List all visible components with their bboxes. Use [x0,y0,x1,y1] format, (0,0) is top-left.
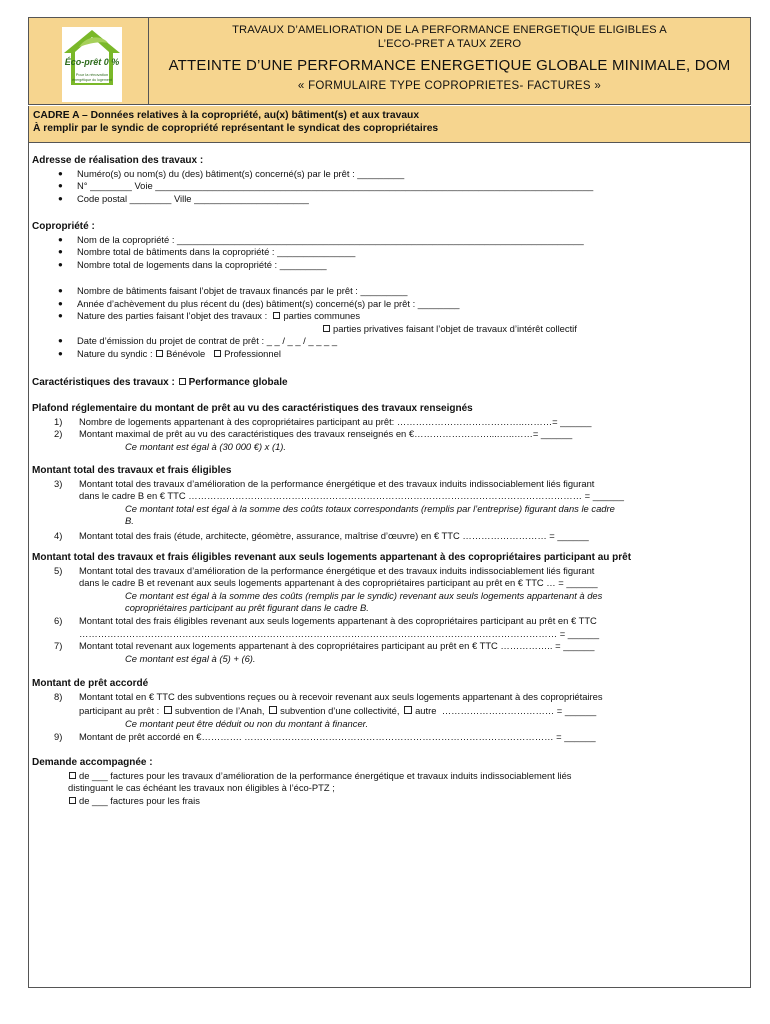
adresse-title: Adresse de réalisation des travaux : [32,155,204,166]
parties-privatives-label: parties privatives faisant l’objet de travaux d’intérêt collectif [333,322,577,334]
parties-communes-checkbox[interactable] [273,312,280,319]
montant-note-7: Ce montant est égal à (5) + (6). [125,652,256,664]
nb-logements-participants-field[interactable]: Nombre de logements appartenant à des copropriétaires participant au prêt: …………………………………..………= ______ [79,415,592,427]
section-montant-total [32,465,744,543]
eco-pret-logo [62,27,122,102]
code-postal-field[interactable]: Code postal ________ Ville ______________________ [77,192,309,204]
cadre-subtitle: À remplir par le syndic de copropriété représentant le syndicat des copropriétaires [33,123,439,135]
montant-line-6a: 6) Montant total des frais éligibles revenant aux seuls logements appartenant à des copropriétaires participant au prêt en € TTC [54,614,597,626]
montant-line-6b[interactable]: ……………………………………………………………………………………………………………………………………… = ______ [79,627,600,639]
subvention-collectivite-label: subvention d’une collectivité, [280,705,400,717]
demande-title: Demande accompagnée : [32,757,153,768]
copro-item: ● Nature des parties faisant l’objet des travaux : parties communes [58,310,361,322]
demande-line-1: de ___ factures pour les travaux d’amélioration de la performance énergétique et travaux induits indissociablement liés [32,770,744,783]
montant-pret-accorde-field[interactable]: Montant de prêt accordé en €…………. ……………………………………………………………………………………… = ______ [79,730,596,742]
benevole-label: Bénévole [166,347,206,359]
batiment-field[interactable]: Numéro(s) ou nom(s) du (des) bâtiment(s) concerné(s) par le prêt : _________ [77,167,405,179]
caracteristiques-row [32,377,744,390]
nb-batiments-field[interactable]: Nombre total de bâtiments dans la copropriété : _______________ [77,246,356,258]
factures-frais-checkbox[interactable] [69,797,76,804]
performance-globale-checkbox[interactable] [179,378,186,385]
montant-note-3a: Ce montant total est égal à la somme des coûts totaux correspondants (remplis par l’entreprise) figurant dans le cadre [125,502,615,514]
copro-item: ● Date d’émission du projet de contrat de prêt : _ _ / _ _ / _ _ _ _ [32,335,744,348]
montant-line-3b[interactable]: dans le cadre B en € TTC ……………………………………………………………………………………………………………… = ______ [79,490,624,502]
copro-item: ● Nombre total de logements dans la copropriété : _________ [32,259,744,272]
subvention-collectivite-checkbox[interactable] [269,706,277,714]
title-cell [149,18,750,104]
caracteristiques-label: Caractéristiques des travaux : [32,377,175,388]
copro-title: Copropriété : [32,221,95,232]
cadre-title: CADRE A – Données relatives à la copropriété, au(x) bâtiment(s) et aux travaux [33,110,420,121]
performance-globale-label: Performance globale [188,377,288,388]
nature-parties-label: Nature des parties faisant l’objet des travaux : [77,310,268,322]
parties-privatives-checkbox[interactable] [323,325,330,332]
section-adresse [32,155,744,205]
montant-maximal-field[interactable]: Montant maximal de prêt au vu des caractéristiques des travaux renseignés en €……………………....…..……= ______ [79,428,573,440]
subventions-field[interactable]: ……………………………… = ______ [441,705,597,717]
section-copropriete [32,221,744,271]
demande-line-3: de ___ factures pour les frais [32,795,744,808]
montant-note-5a: Ce montant est égal à la somme des coûts (remplis par le syndic) revenant aux seuls logements appartenant à des [125,589,603,601]
svg-text:Éco-prêt 0 %: Éco-prêt 0 % [64,57,120,67]
copro-item: ● Nombre total de bâtiments dans la copropriété : _______________ [32,246,744,259]
plafond-note: Ce montant est égal à (30 000 €) x (1). [125,440,287,452]
parties-privatives-row [32,323,744,336]
adresse-item: ● Code postal ________ Ville ______________________ [32,193,744,206]
pret-title: Montant de prêt accordé [32,678,149,689]
montant-note-3b: B. [125,515,134,527]
annee-achevement-field[interactable]: Année d’achèvement du plus récent du (des) bâtiment(s) concerné(s) par le prêt : ________ [77,297,460,309]
nature-syndic-label: Nature du syndic : [77,347,153,359]
montant-line-4: 4) Montant total des frais (étude, architecte, géomètre, assurance, maîtrise d’œuvre) en € TTC ……………………… = ______ [54,529,589,541]
title-line-4: « FORMULAIRE TYPE COPROPRIETES- FACTURES » [297,79,602,92]
montant-note-5b: copropriétaires participant au prêt figurant dans le cadre B. [125,602,369,614]
nb-batiments-travaux-field[interactable]: Nombre de bâtiments faisant l’objet de travaux financés par le prêt : _________ [77,285,408,296]
section-demande [32,757,744,807]
subvention-anah-label: subvention de l’Anah, [174,705,265,717]
montant-total-title: Montant total des travaux et frais éligibles [32,465,232,476]
voie-field[interactable]: N° ________ Voie ____________________________________________________________________________________ [77,180,594,192]
montant-line-3a: 3) Montant total des travaux d’amélioration de la performance énergétique et des travaux induits indissociablement liés figurant [54,477,595,489]
svg-text:énergétique du logement: énergétique du logement [72,78,112,82]
demande-line-2: distinguant le cas échéant les travaux non éligibles à l’éco-PTZ ; [68,782,335,794]
montant-line-5b[interactable]: dans le cadre B et revenant aux seuls logements appartenant à des copropriétaires participant au prêt en € TTC … = ______ [79,577,598,589]
professionnel-label: Professionnel [224,347,281,359]
section-pret [32,678,744,743]
factures-travaux-checkbox[interactable] [69,772,76,779]
cadre-a-banner [28,106,751,143]
date-emission-field[interactable]: Date d’émission du projet de contrat de prêt : _ _ / _ _ / _ _ _ _ [77,335,338,347]
montant-frais-field[interactable]: Montant total des frais (étude, architecte, géomètre, assurance, maîtrise d’œuvre) en € TTC ……………………… = ______ [79,529,589,541]
logo-cell [29,18,149,104]
adresse-item: ● N° ________ Voie ____________________________________________________________________________________ [32,180,744,193]
pret-line-8a: 8) Montant total en € TTC des subventions reçues ou à recevoir revenant aux seuls logements appartenant à des copropriétaires [54,690,603,702]
plafond-line-2: 2) Montant maximal de prêt au vu des caractéristiques des travaux renseignés en €……………………....…..……= ______ [54,428,573,440]
plafond-line-1: 1) Nombre de logements appartenant à des copropriétaires participant au prêt: …………………………………..………= ______ [54,415,592,427]
title-line-2: L’ECO-PRET A TAUX ZERO [377,37,522,50]
house-leaf-icon [62,27,122,102]
title-line-1: TRAVAUX D’AMELIORATION DE LA PERFORMANCE ENERGETIQUE ELIGIBLES A [232,24,667,36]
section-caracteristiques [32,377,744,390]
pret-line-9: 9) Montant de prêt accordé en €…………. ……………………………………………………………………………………… = ______ [54,730,596,742]
benevole-checkbox[interactable] [156,350,163,357]
adresse-item: ● Numéro(s) ou nom(s) du (des) bâtiment(s) concerné(s) par le prêt : _________ [32,168,744,181]
autre-label: autre [415,705,437,717]
copro-item: ● Nom de la copropriété : ______________________________________________________________________________ [32,234,744,247]
parties-communes-label: parties communes [283,310,361,322]
section-travaux-batiments [32,285,744,361]
copro-item: ● Nature du syndic : Bénévole Professionnel [58,347,281,359]
montant-line-7: 7) Montant total revenant aux logements appartenant à des copropriétaires participant au prêt en € TTC …………….. = ______ [54,640,595,652]
copro-item: ● Année d’achèvement du plus récent du (des) bâtiment(s) concerné(s) par le prêt : ________ [32,298,744,311]
form-header [28,17,751,105]
svg-text:Pour la rénovation: Pour la rénovation [75,72,109,77]
section-montant-logements [32,552,744,665]
copro-item: ● Nombre de bâtiments faisant l’objet de travaux financés par le prêt : _________ [32,285,744,298]
autre-checkbox[interactable] [404,706,412,714]
montant-logements-title: Montant total des travaux et frais éligibles revenant aux seuls logements appartenant à des copropriétaires participant au prêt [32,552,632,563]
subvention-anah-checkbox[interactable] [164,706,172,714]
section-plafond [32,403,744,453]
nom-copro-field[interactable]: Nom de la copropriété : ______________________________________________________________________________ [77,233,584,245]
nb-logements-field[interactable]: Nombre total de logements dans la copropriété : _________ [77,258,327,270]
montant-total-logements-field[interactable]: Montant total revenant aux logements appartenant à des copropriétaires participant au prêt en € TTC …………….. = ______ [79,640,595,652]
professionnel-checkbox[interactable] [214,350,221,357]
montant-line-5a: 5) Montant total des travaux d’amélioration de la performance énergétique et des travaux induits indissociablement liés figurant [54,564,595,576]
pret-note-8: Ce montant peut être déduit ou non du montant à financer. [125,718,369,730]
plafond-title: Plafond réglementaire du montant de prêt au vu des caractéristiques des travaux renseignés [32,403,473,414]
title-line-3: ATTEINTE D’UNE PERFORMANCE ENERGETIQUE GLOBALE MINIMALE, DOM [168,57,731,75]
pret-line-8b: participant au prêt : subvention de l’Anah, subvention d’une collectivité, autre ……………………………… = ______ [79,705,597,717]
